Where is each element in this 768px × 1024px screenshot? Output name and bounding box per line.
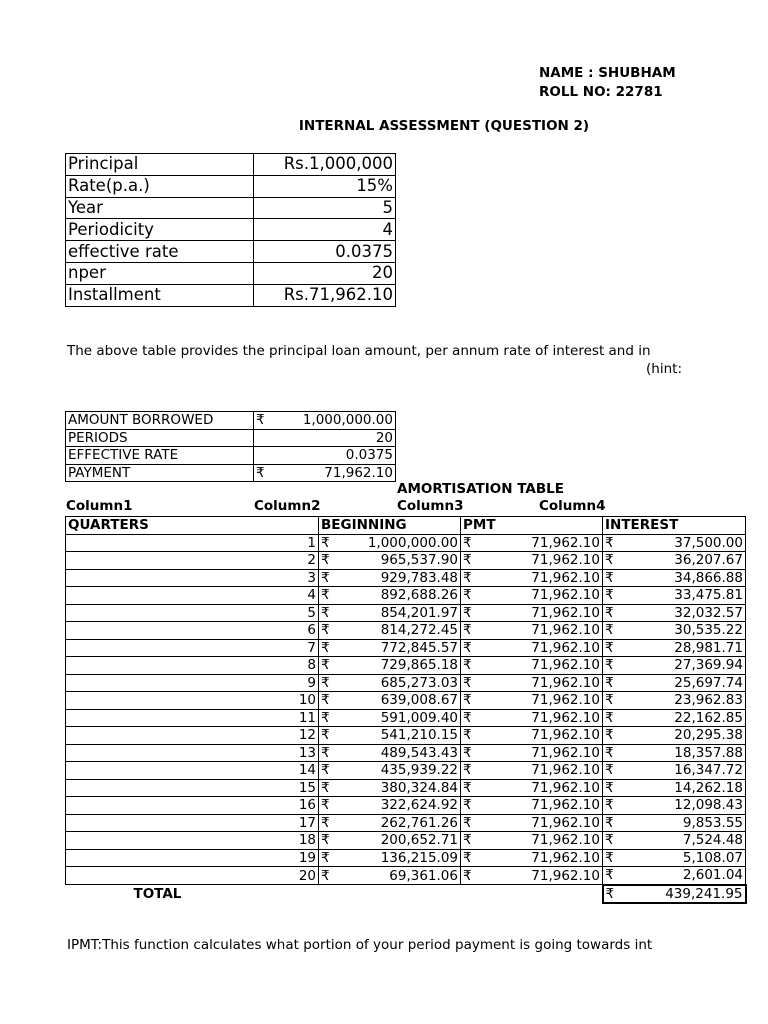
interest-cell-value: 28,981.71 [674, 639, 743, 656]
beginning-cell [319, 604, 461, 622]
table-row [66, 849, 746, 867]
interest-cell-value: 14,262.18 [674, 779, 743, 796]
column-name-1: Column1 [66, 498, 133, 514]
currency-symbol: ₹ [256, 412, 265, 429]
beginning-cell [319, 797, 461, 815]
interest-cell [603, 709, 746, 727]
interest-cell [603, 744, 746, 762]
interest-cell-value: 23,962.83 [674, 692, 743, 709]
currency-symbol: ₹ [463, 692, 472, 709]
pmt-cell-value: 71,962.10 [531, 797, 600, 814]
quarter-cell: 5 [66, 604, 319, 622]
currency-symbol: ₹ [463, 639, 472, 656]
beginning-cell [319, 832, 461, 850]
pmt-cell [461, 622, 603, 640]
interest-cell [603, 552, 746, 570]
currency-symbol: ₹ [605, 867, 614, 884]
input-label: PAYMENT [66, 464, 254, 482]
summary-label: Rate(p.a.) [66, 175, 254, 197]
amortisation-title: AMORTISATION TABLE [397, 481, 564, 497]
currency-symbol: ₹ [321, 779, 330, 796]
table-row [66, 674, 746, 692]
pmt-cell [461, 744, 603, 762]
currency-symbol: ₹ [605, 762, 614, 779]
beginning-cell [319, 552, 461, 570]
currency-symbol: ₹ [321, 849, 330, 866]
summary-row [66, 241, 396, 263]
currency-symbol: ₹ [321, 744, 330, 761]
quarter-cell: 1 [66, 534, 319, 552]
beginning-cell [319, 744, 461, 762]
currency-symbol: ₹ [605, 552, 614, 569]
table-row [66, 569, 746, 587]
table-row [66, 534, 746, 552]
interest-cell [603, 657, 746, 675]
interest-cell-value: 30,535.22 [674, 622, 743, 639]
interest-cell [603, 604, 746, 622]
beginning-cell-value: 814,272.45 [380, 622, 458, 639]
currency-symbol: ₹ [605, 744, 614, 761]
input-value [254, 464, 396, 482]
inputs-table [65, 411, 396, 482]
currency-symbol: ₹ [463, 744, 472, 761]
currency-symbol: ₹ [321, 657, 330, 674]
beginning-cell-value: 262,761.26 [380, 814, 458, 831]
beginning-cell-value: 322,624.92 [380, 797, 458, 814]
interest-cell [603, 692, 746, 710]
interest-cell [603, 814, 746, 832]
currency-symbol: ₹ [463, 779, 472, 796]
interest-cell-value: 16,347.72 [674, 762, 743, 779]
header-interest: INTEREST [603, 517, 746, 535]
interest-cell-value: 27,369.94 [674, 657, 743, 674]
quarter-cell: 18 [66, 832, 319, 850]
pmt-cell-value: 71,962.10 [531, 849, 600, 866]
currency-symbol: ₹ [605, 779, 614, 796]
input-label: PERIODS [66, 429, 254, 447]
pmt-cell [461, 849, 603, 867]
pmt-cell [461, 534, 603, 552]
table-row [66, 832, 746, 850]
currency-symbol: ₹ [605, 657, 614, 674]
beginning-cell-value: 200,652.71 [380, 832, 458, 849]
currency-symbol: ₹ [463, 709, 472, 726]
currency-symbol: ₹ [463, 534, 472, 551]
header-quarters: QUARTERS [66, 517, 319, 535]
pmt-cell [461, 727, 603, 745]
pmt-cell-value: 71,962.10 [531, 832, 600, 849]
summary-value: Rs.1,000,000 [254, 154, 396, 176]
input-row [66, 412, 396, 430]
summary-label: Periodicity [66, 219, 254, 241]
input-label: AMOUNT BORROWED [66, 412, 254, 430]
summary-row [66, 284, 396, 306]
currency-symbol: ₹ [321, 587, 330, 604]
summary-value: 15% [254, 175, 396, 197]
summary-value: 0.0375 [254, 241, 396, 263]
currency-symbol: ₹ [463, 867, 472, 884]
summary-row [66, 197, 396, 219]
pmt-cell [461, 832, 603, 850]
quarter-cell: 16 [66, 797, 319, 815]
quarter-cell: 13 [66, 744, 319, 762]
table-row [66, 779, 746, 797]
beginning-cell [319, 587, 461, 605]
beginning-cell [319, 762, 461, 780]
interest-cell-value: 36,207.67 [674, 552, 743, 569]
beginning-cell [319, 569, 461, 587]
currency-symbol: ₹ [463, 552, 472, 569]
beginning-cell-value: 1,000,000.00 [367, 534, 458, 551]
summary-label: nper [66, 262, 254, 284]
beginning-cell [319, 709, 461, 727]
summary-value: Rs.71,962.10 [254, 284, 396, 306]
pmt-cell-value: 71,962.10 [531, 657, 600, 674]
input-row [66, 429, 396, 447]
table-row [66, 709, 746, 727]
table-row [66, 814, 746, 832]
beginning-cell-value: 435,939.22 [380, 762, 458, 779]
interest-cell [603, 727, 746, 745]
currency-symbol: ₹ [463, 587, 472, 604]
currency-symbol: ₹ [256, 464, 265, 481]
currency-symbol: ₹ [605, 622, 614, 639]
pmt-cell-value: 71,962.10 [531, 587, 600, 604]
currency-symbol: ₹ [463, 657, 472, 674]
beginning-cell [319, 534, 461, 552]
quarter-cell: 12 [66, 727, 319, 745]
header-pmt: PMT [461, 517, 603, 535]
beginning-cell-value: 639,008.67 [380, 692, 458, 709]
pmt-cell-value: 71,962.10 [531, 622, 600, 639]
page-title: INTERNAL ASSESSMENT (QUESTION 2) [298, 118, 590, 134]
currency-symbol: ₹ [605, 849, 614, 866]
pmt-cell-value: 71,962.10 [531, 709, 600, 726]
beginning-cell [319, 867, 461, 885]
table-row [66, 867, 746, 885]
total-empty-2 [461, 885, 603, 904]
quarter-cell: 15 [66, 779, 319, 797]
description-line-2: (hint: [646, 361, 682, 377]
pmt-cell [461, 604, 603, 622]
beginning-cell-value: 854,201.97 [380, 604, 458, 621]
student-name: NAME : SHUBHAM [539, 65, 676, 81]
currency-symbol: ₹ [605, 639, 614, 656]
interest-cell-value: 5,108.07 [682, 849, 743, 866]
pmt-cell [461, 814, 603, 832]
interest-cell-value: 25,697.74 [674, 674, 743, 691]
interest-cell [603, 867, 746, 885]
currency-symbol: ₹ [321, 569, 330, 586]
interest-cell-value: 33,475.81 [674, 587, 743, 604]
table-row [66, 657, 746, 675]
interest-cell-value: 20,295.38 [674, 727, 743, 744]
header-beginning: BEGINNING [319, 517, 461, 535]
currency-symbol: ₹ [321, 604, 330, 621]
table-row [66, 622, 746, 640]
input-value-value: 71,962.10 [324, 464, 393, 481]
amortisation-header-row [66, 517, 746, 535]
interest-cell-value: 7,524.48 [682, 832, 743, 849]
interest-cell [603, 762, 746, 780]
interest-cell [603, 622, 746, 640]
currency-symbol: ₹ [605, 534, 614, 551]
column-name-3: Column3 [397, 498, 464, 514]
currency-symbol: ₹ [321, 814, 330, 831]
pmt-cell [461, 692, 603, 710]
ipmt-note: IPMT:This function calculates what portion of your period payment is going towards int [67, 937, 653, 953]
pmt-cell [461, 797, 603, 815]
pmt-cell-value: 71,962.10 [531, 674, 600, 691]
pmt-cell-value: 71,962.10 [531, 814, 600, 831]
currency-symbol: ₹ [605, 885, 615, 902]
currency-symbol: ₹ [605, 692, 614, 709]
input-row [66, 447, 396, 465]
pmt-cell-value: 71,962.10 [531, 534, 600, 551]
currency-symbol: ₹ [463, 797, 472, 814]
currency-symbol: ₹ [605, 727, 614, 744]
interest-cell [603, 569, 746, 587]
beginning-cell [319, 674, 461, 692]
beginning-cell [319, 639, 461, 657]
quarter-cell: 6 [66, 622, 319, 640]
beginning-cell-value: 69,361.06 [389, 867, 458, 884]
total-interest-value: 439,241.95 [665, 885, 743, 902]
quarter-cell: 14 [66, 762, 319, 780]
beginning-cell-value: 136,215.09 [380, 849, 458, 866]
summary-row [66, 219, 396, 241]
interest-cell [603, 779, 746, 797]
currency-symbol: ₹ [463, 814, 472, 831]
input-value: 0.0375 [254, 447, 396, 465]
beginning-cell-value: 489,543.43 [380, 744, 458, 761]
currency-symbol: ₹ [321, 709, 330, 726]
amortisation-table [65, 516, 747, 904]
table-row [66, 639, 746, 657]
pmt-cell [461, 709, 603, 727]
pmt-cell [461, 674, 603, 692]
interest-cell [603, 849, 746, 867]
pmt-cell-value: 71,962.10 [531, 552, 600, 569]
currency-symbol: ₹ [321, 674, 330, 691]
pmt-cell-value: 71,962.10 [531, 727, 600, 744]
interest-cell [603, 587, 746, 605]
beginning-cell [319, 814, 461, 832]
quarter-cell: 20 [66, 867, 319, 885]
pmt-cell-value: 71,962.10 [531, 744, 600, 761]
beginning-cell-value: 380,324.84 [380, 779, 458, 796]
currency-symbol: ₹ [463, 727, 472, 744]
summary-label: Principal [66, 154, 254, 176]
interest-cell-value: 2,601.04 [682, 867, 743, 884]
beginning-cell-value: 772,845.57 [380, 639, 458, 656]
quarter-cell: 9 [66, 674, 319, 692]
currency-symbol: ₹ [605, 709, 614, 726]
table-row [66, 744, 746, 762]
beginning-cell [319, 727, 461, 745]
currency-symbol: ₹ [321, 762, 330, 779]
beginning-cell-value: 892,688.26 [380, 587, 458, 604]
interest-cell [603, 832, 746, 850]
beginning-cell [319, 849, 461, 867]
currency-symbol: ₹ [605, 674, 614, 691]
table-row [66, 692, 746, 710]
interest-cell-value: 32,032.57 [674, 604, 743, 621]
pmt-cell-value: 71,962.10 [531, 762, 600, 779]
input-value: 20 [254, 429, 396, 447]
currency-symbol: ₹ [321, 692, 330, 709]
beginning-cell-value: 965,537.90 [380, 552, 458, 569]
quarter-cell: 17 [66, 814, 319, 832]
quarter-cell: 4 [66, 587, 319, 605]
column-name-4: Column4 [539, 498, 606, 514]
interest-cell-value: 37,500.00 [674, 534, 743, 551]
summary-row [66, 154, 396, 176]
pmt-cell [461, 762, 603, 780]
interest-cell [603, 639, 746, 657]
beginning-cell-value: 729,865.18 [380, 657, 458, 674]
currency-symbol: ₹ [321, 832, 330, 849]
quarter-cell: 3 [66, 569, 319, 587]
total-empty-1 [319, 885, 461, 904]
pmt-cell-value: 71,962.10 [531, 779, 600, 796]
quarter-cell: 10 [66, 692, 319, 710]
column-name-2: Column2 [254, 498, 321, 514]
table-row [66, 797, 746, 815]
currency-symbol: ₹ [321, 797, 330, 814]
currency-symbol: ₹ [605, 814, 614, 831]
quarter-cell: 8 [66, 657, 319, 675]
pmt-cell-value: 71,962.10 [531, 639, 600, 656]
currency-symbol: ₹ [605, 604, 614, 621]
currency-symbol: ₹ [605, 832, 614, 849]
quarter-cell: 19 [66, 849, 319, 867]
table-row [66, 587, 746, 605]
input-row [66, 464, 396, 482]
pmt-cell-value: 71,962.10 [531, 692, 600, 709]
pmt-cell-value: 71,962.10 [531, 569, 600, 586]
currency-symbol: ₹ [463, 762, 472, 779]
pmt-cell [461, 867, 603, 885]
table-row [66, 727, 746, 745]
summary-row [66, 175, 396, 197]
input-value [254, 412, 396, 430]
description-line-1: The above table provides the principal loan amount, per annum rate of interest and in [67, 343, 651, 359]
beginning-cell-value: 929,783.48 [380, 569, 458, 586]
currency-symbol: ₹ [463, 849, 472, 866]
currency-symbol: ₹ [605, 587, 614, 604]
interest-cell [603, 534, 746, 552]
interest-cell-value: 9,853.55 [682, 814, 743, 831]
loan-summary-table [65, 153, 396, 307]
currency-symbol: ₹ [463, 674, 472, 691]
beginning-cell [319, 657, 461, 675]
currency-symbol: ₹ [321, 867, 330, 884]
quarter-cell: 7 [66, 639, 319, 657]
summary-label: Year [66, 197, 254, 219]
pmt-cell [461, 552, 603, 570]
currency-symbol: ₹ [605, 569, 614, 586]
quarter-cell: 2 [66, 552, 319, 570]
table-row [66, 552, 746, 570]
quarter-cell: 11 [66, 709, 319, 727]
beginning-cell-value: 685,273.03 [380, 674, 458, 691]
beginning-cell-value: 541,210.15 [380, 727, 458, 744]
currency-symbol: ₹ [463, 832, 472, 849]
roll-number: ROLL NO: 22781 [539, 84, 663, 100]
input-value-value: 1,000,000.00 [302, 412, 393, 429]
pmt-cell-value: 71,962.10 [531, 867, 600, 884]
pmt-cell [461, 779, 603, 797]
beginning-cell-value: 591,009.40 [380, 709, 458, 726]
total-label: TOTAL [133, 886, 182, 902]
summary-label: effective rate [66, 241, 254, 263]
interest-cell [603, 797, 746, 815]
total-interest [603, 885, 746, 904]
interest-cell-value: 22,162.85 [674, 709, 743, 726]
interest-cell [603, 674, 746, 692]
currency-symbol: ₹ [321, 639, 330, 656]
summary-value: 20 [254, 262, 396, 284]
currency-symbol: ₹ [605, 797, 614, 814]
summary-value: 4 [254, 219, 396, 241]
currency-symbol: ₹ [321, 622, 330, 639]
summary-label: Installment [66, 284, 254, 306]
interest-cell-value: 34,866.88 [674, 569, 743, 586]
pmt-cell [461, 657, 603, 675]
interest-cell-value: 12,098.43 [674, 797, 743, 814]
total-row [66, 885, 746, 904]
pmt-cell [461, 569, 603, 587]
currency-symbol: ₹ [321, 534, 330, 551]
pmt-cell [461, 587, 603, 605]
interest-cell-value: 18,357.88 [674, 744, 743, 761]
currency-symbol: ₹ [321, 727, 330, 744]
summary-row [66, 262, 396, 284]
currency-symbol: ₹ [463, 604, 472, 621]
summary-value: 5 [254, 197, 396, 219]
input-label: EFFECTIVE RATE [66, 447, 254, 465]
currency-symbol: ₹ [463, 569, 472, 586]
beginning-cell [319, 779, 461, 797]
beginning-cell [319, 622, 461, 640]
currency-symbol: ₹ [463, 622, 472, 639]
pmt-cell-value: 71,962.10 [531, 604, 600, 621]
table-row [66, 762, 746, 780]
currency-symbol: ₹ [321, 552, 330, 569]
pmt-cell [461, 639, 603, 657]
table-row [66, 604, 746, 622]
beginning-cell [319, 692, 461, 710]
